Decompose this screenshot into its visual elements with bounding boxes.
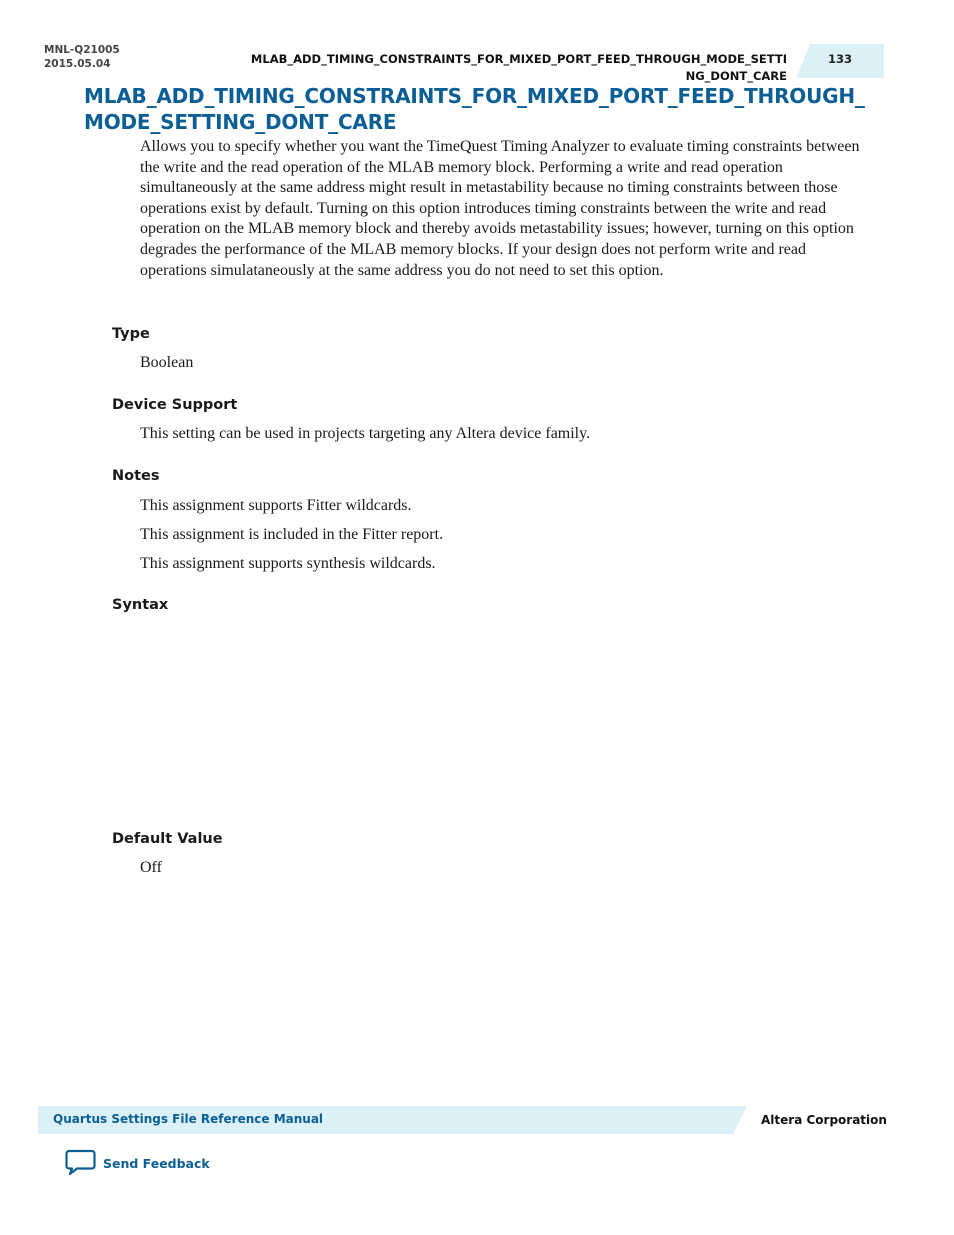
document-id: MNL-Q21005 xyxy=(44,44,120,56)
description-paragraph: Allows you to specify whether you want the TimeQuest Timing Analyzer to evaluate timing constraints between the write and the read operation of the MLAB memory block. Performing a write and read operation simultaneously at the same address might result in metastability because no timing constraints between those operations exist by default. Turning on this option introduces timing constraints between the write and read operation on the MLAB memory block and thereby avoids metastability issues; however, turning on this option degrades the performance of the MLAB memory blocks. If your design does not perform write and read operations simulataneously at the same address you do not need to set this option. xyxy=(140,138,860,279)
device-support-value: This setting can be used in projects targeting any Altera device family. xyxy=(140,425,591,442)
running-title: MLAB_ADD_TIMING_CONSTRAINTS_FOR_MIXED_PORT_FEED_THROUGH_MODE_SETTING_DONT_CARE xyxy=(250,52,787,83)
document-meta xyxy=(44,43,120,71)
type-heading: Type xyxy=(112,326,150,342)
default-value-heading: Default Value xyxy=(112,831,223,847)
footer-manual-name: Quartus Settings File Reference Manual xyxy=(53,1112,324,1126)
speech-bubble-icon xyxy=(65,1149,96,1177)
note-item: This assignment supports Fitter wildcards. xyxy=(140,497,412,514)
footer-company: Altera Corporation xyxy=(761,1113,887,1127)
notes-heading: Notes xyxy=(112,468,160,484)
page-number: 133 xyxy=(827,52,852,66)
send-feedback-label: Send Feedback xyxy=(103,1155,210,1171)
type-value: Boolean xyxy=(140,354,194,371)
page-title: MLAB_ADD_TIMING_CONSTRAINTS_FOR_MIXED_PORT_FEED_THROUGH_MODE_SETTING_DONT_CARE xyxy=(84,84,865,134)
syntax-heading: Syntax xyxy=(112,597,169,613)
note-item: This assignment is included in the Fitter report. xyxy=(140,526,444,543)
document-date: 2015.05.04 xyxy=(44,58,111,70)
default-value: Off xyxy=(140,859,162,876)
send-feedback-link[interactable] xyxy=(65,1149,210,1177)
device-support-heading: Device Support xyxy=(112,397,238,413)
note-item: This assignment supports synthesis wildcards. xyxy=(140,555,436,572)
